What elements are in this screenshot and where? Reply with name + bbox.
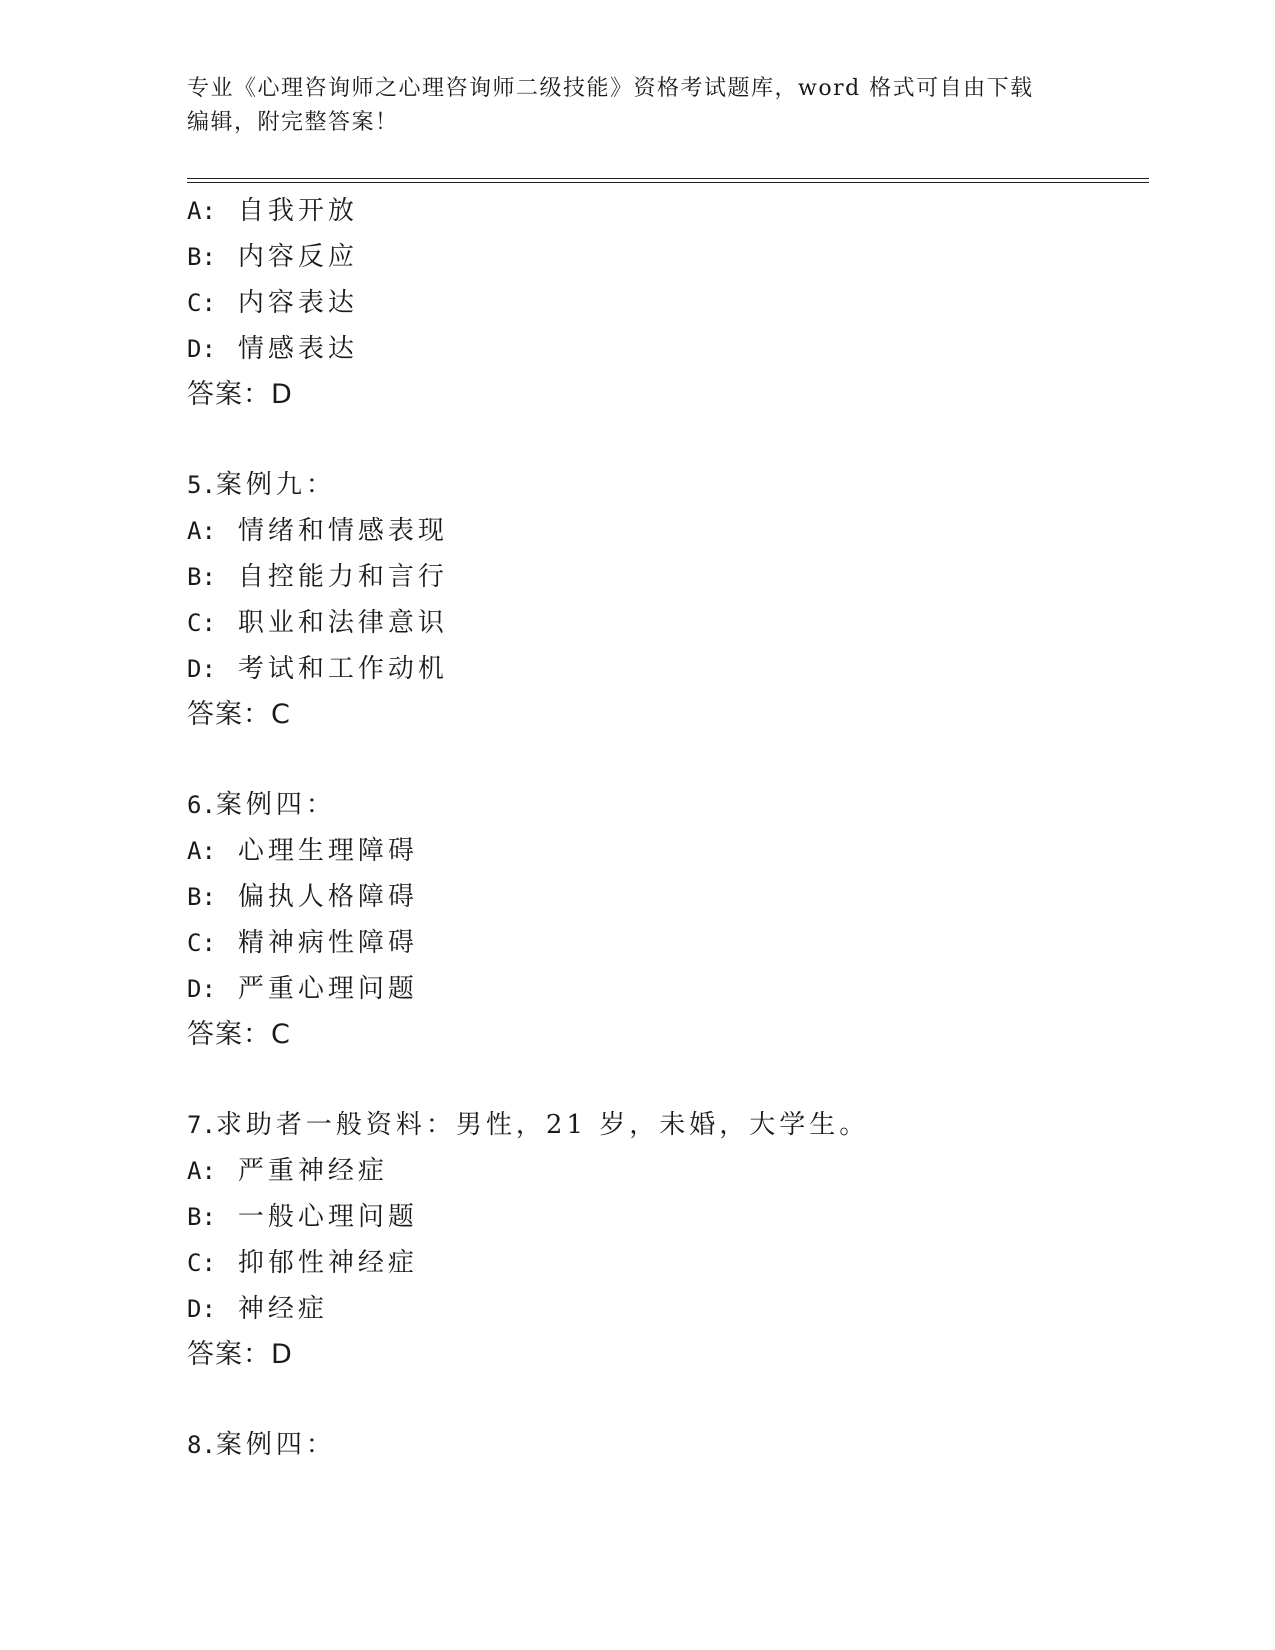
option-a (187, 508, 1147, 554)
question-number: 8. (187, 1431, 216, 1459)
option-text: 偏执人格障碍 (237, 882, 418, 912)
option-letter: B: (187, 243, 216, 271)
option-letter: C: (187, 289, 216, 317)
option-letter: D: (187, 975, 216, 1003)
option-a (187, 828, 1147, 874)
answer-line: 答案：D (187, 1339, 293, 1370)
option-letter: C: (187, 609, 216, 637)
option-text: 考试和工作动机 (237, 654, 448, 684)
option-letter: D: (187, 655, 216, 683)
question-block (187, 782, 1147, 1058)
question-title (187, 462, 1147, 508)
header-rule-bottom (187, 182, 1149, 183)
option-text: 情绪和情感表现 (237, 516, 448, 546)
option-letter: D: (187, 335, 216, 363)
option-text: 心理生理障碍 (237, 836, 418, 866)
option-d (187, 966, 1147, 1012)
option-letter: B: (187, 563, 216, 591)
option-a (187, 188, 1147, 234)
option-b (187, 1194, 1147, 1240)
question-number: 7. (187, 1111, 216, 1139)
option-d (187, 326, 1147, 372)
option-text: 严重神经症 (237, 1156, 388, 1186)
option-text: 情感表达 (237, 334, 358, 364)
option-text: 内容表达 (237, 288, 358, 318)
question-text: 案例九： (215, 470, 336, 500)
question-block (187, 1102, 1147, 1378)
answer-line: 答案：D (187, 379, 293, 410)
option-c (187, 280, 1147, 326)
header-rule-top (187, 178, 1149, 179)
question-number: 6. (187, 791, 216, 819)
question-title (187, 782, 1147, 828)
option-text: 自我开放 (237, 196, 358, 226)
option-text: 内容反应 (237, 242, 358, 272)
option-letter: A: (187, 1157, 216, 1185)
question-text: 案例四： (215, 1430, 336, 1460)
option-b (187, 874, 1147, 920)
intro-line-2: 编辑，附完整答案！ (187, 110, 399, 135)
option-d (187, 1286, 1147, 1332)
question-number: 5. (187, 471, 216, 499)
option-text: 严重心理问题 (237, 974, 418, 1004)
option-letter: C: (187, 1249, 216, 1277)
option-c (187, 600, 1147, 646)
option-letter: B: (187, 883, 216, 911)
option-b (187, 234, 1147, 280)
question-block (187, 462, 1147, 738)
intro-line-1: 专业《心理咨询师之心理咨询师二级技能》资格考试题库，word 格式可自由下载 (187, 76, 1034, 101)
option-letter: A: (187, 197, 216, 225)
option-letter: C: (187, 929, 216, 957)
answer-line: 答案：C (187, 699, 291, 730)
option-b (187, 554, 1147, 600)
option-a (187, 1148, 1147, 1194)
question-list (187, 188, 1147, 1468)
option-text: 一般心理问题 (237, 1202, 418, 1232)
option-text: 精神病性障碍 (237, 928, 418, 958)
option-c (187, 1240, 1147, 1286)
option-text: 抑郁性神经症 (237, 1248, 418, 1278)
question-text: 案例四： (215, 790, 336, 820)
document-intro (187, 72, 1067, 140)
question-block (187, 188, 1147, 418)
option-c (187, 920, 1147, 966)
option-letter: D: (187, 1295, 216, 1323)
question-text: 求助者一般资料：男性，21 岁，未婚，大学生。 (215, 1110, 870, 1140)
option-text: 神经症 (237, 1294, 328, 1324)
option-text: 职业和法律意识 (237, 608, 448, 638)
question-title (187, 1102, 1147, 1148)
option-text: 自控能力和言行 (237, 562, 448, 592)
answer-line: 答案：C (187, 1019, 291, 1050)
option-letter: A: (187, 837, 216, 865)
question-title (187, 1422, 1147, 1468)
option-d (187, 646, 1147, 692)
option-letter: B: (187, 1203, 216, 1231)
question-block (187, 1422, 1147, 1468)
option-letter: A: (187, 517, 216, 545)
